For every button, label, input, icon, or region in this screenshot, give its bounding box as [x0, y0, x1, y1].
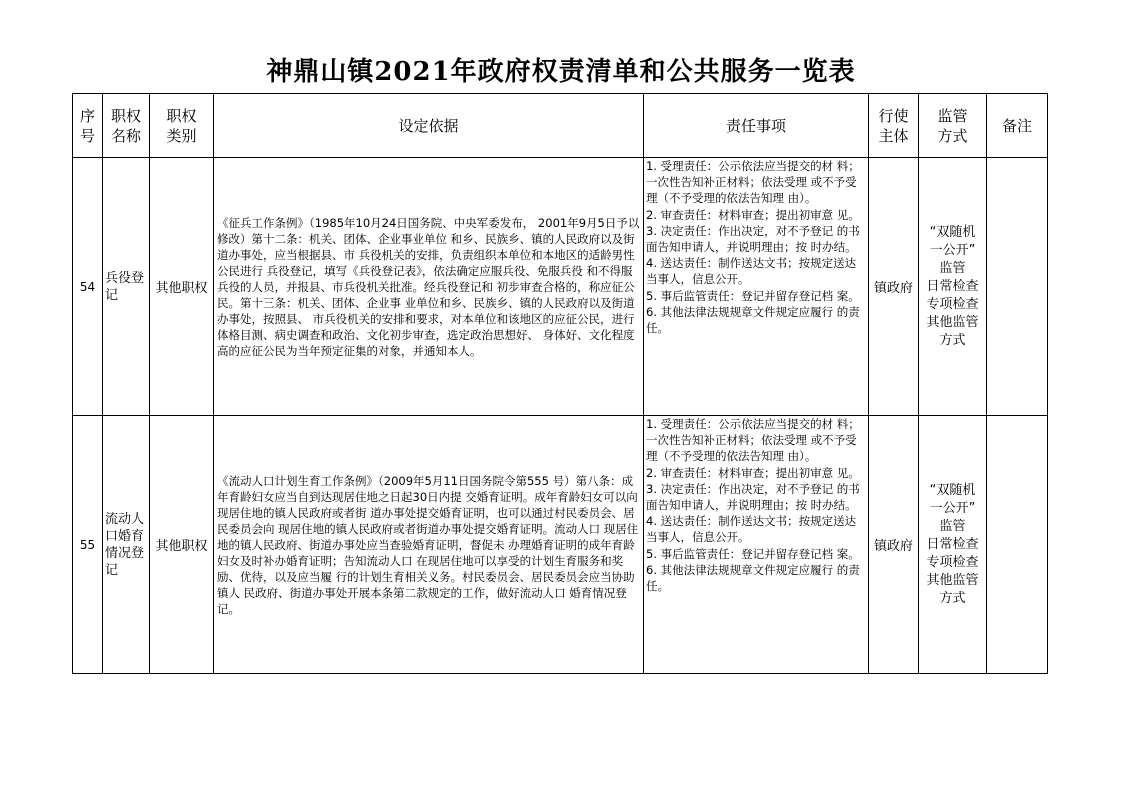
row-remark [987, 158, 1048, 416]
row-executing-subject: 镇政府 [869, 158, 919, 416]
page-title: 神鼎山镇2021年政府权责清单和公共服务一览表 [266, 57, 856, 87]
responsibility-item: 5. 事后监管责任：登记并留存登记档 案。 [646, 546, 860, 561]
row-power-name: 兵役登记 [103, 158, 150, 416]
responsibility-item: 2. 审查责任：材料审查；提出初审意 见。 [646, 207, 860, 222]
row-remark [987, 416, 1048, 674]
row-responsibility [644, 416, 869, 674]
responsibility-item: 3. 决定责任：作出决定，对不予登记 的书面告知申请人，并说明理由；按 时办结。 [646, 223, 860, 255]
row-index: 54 [73, 158, 103, 416]
row-executing-subject: 镇政府 [869, 416, 919, 674]
power-list-table [72, 93, 1048, 674]
responsibility-item: 4. 送达责任：制作送达文书；按规定送达当事人，信息公开。 [646, 514, 857, 545]
responsibility-item: 1. 受理责任：公示依法应当提交的材 料；一次性告知补正材料；依法受理 或不予受理（不予受理的依法告知理 由）。 [646, 159, 860, 206]
responsibility-item: 2. 审查责任：材料审查；提出初审意 见。 [646, 465, 860, 480]
row-power-category: 其他职权 [150, 158, 214, 416]
row-legal-basis: 《流动人口计划生育工作条例》（2009年5月11日国务院令第555 号）第八条：成年育龄妇女应当自到达现居住地之日起30日内提 交婚育证明。成年育龄妇女可以向现居住地的镇人民政府或者街 道办事处提交婚育证明，也可以通过村民委员会、居民委员会向 现居住地的镇人民政府或者街道办事处提交婚育证明。流动人口 现居住地的镇人民政府、街道办事处应当查验婚育证明，督促未 办理婚育证明的成年育龄妇女及时补办婚育证明；告知流动人口 在现居住地可以享受的计划生育服务和奖励、优待，以及应当履 行的计划生育相关义务。村民委员会、居民委员会应当协助镇人 民政府、街道办事处开展本条第二款规定的工作，做好流动人口 婚育情况登记。 [214, 416, 644, 674]
row-legal-basis: 《征兵工作条例》（1985年10月24日国务院、中央军委发布， 2001年9月5日予以修改）第十二条：机关、团体、企业事业单位 和乡、民族乡、镇的人民政府以及街道办事处，应当根据县、市 兵役机关的安排，负责组织本单位和本地区的适龄男性公民进行 兵役登记，填写《兵役登记表》，依法确定应服兵役、免服兵役 和不得服兵役的人员，并报县、市兵役机关批准。经兵役登记和 初步审查合格的，称应征公民。第十三条：机关、团体、企业事 业单位和乡、民族乡、镇的人民政府以及街道办事处，按照县、 市兵役机关的安排和要求，对本单位和该地区的应征公民，进行 体格目测、病史调查和政治、文化初步审查，选定政治思想好、 身体好、文化程度高的应征公民为当年预定征集的对象，并通知本人。 [214, 158, 644, 416]
table-row [73, 416, 1048, 674]
responsibility-item: 3. 决定责任：作出决定，对不予登记 的书面告知申请人，并说明理由；按 时办结。 [646, 481, 860, 513]
header-responsibility: 责任事项 [644, 94, 869, 158]
header-executing-subject: 行使 主体 [869, 94, 919, 158]
row-supervision-method: “双随机 一公开” 监管 日常检查 专项检查 其他监管 方式 [919, 158, 987, 416]
header-remark: 备注 [987, 94, 1048, 158]
table-header-row [73, 94, 1048, 158]
row-power-category: 其他职权 [150, 416, 214, 674]
row-power-name: 流动人口婚育情况登记 [103, 416, 150, 674]
responsibility-item: 6. 其他法律法规规章文件规定应履行 的责任。 [646, 562, 860, 594]
header-power-category: 职权 类别 [150, 94, 214, 158]
responsibility-item: 6. 其他法律法规规章文件规定应履行 的责任。 [646, 304, 860, 336]
row-responsibility [644, 158, 869, 416]
row-index: 55 [73, 416, 103, 674]
header-legal-basis: 设定依据 [214, 94, 644, 158]
header-index: 序 号 [73, 94, 103, 158]
table-row [73, 158, 1048, 416]
responsibility-item: 1. 受理责任：公示依法应当提交的材 料；一次性告知补正材料；依法受理 或不予受理（不予受理的依法告知理 由）。 [646, 417, 860, 464]
responsibility-item: 5. 事后监管责任：登记并留存登记档 案。 [646, 288, 860, 303]
header-supervision-method: 监管 方式 [919, 94, 987, 158]
header-power-name: 职权 名称 [103, 94, 150, 158]
row-supervision-method: “双随机 一公开” 监管 日常检查 专项检查 其他监管 方式 [919, 416, 987, 674]
responsibility-item: 4. 送达责任：制作送达文书；按规定送达当事人，信息公开。 [646, 256, 857, 287]
